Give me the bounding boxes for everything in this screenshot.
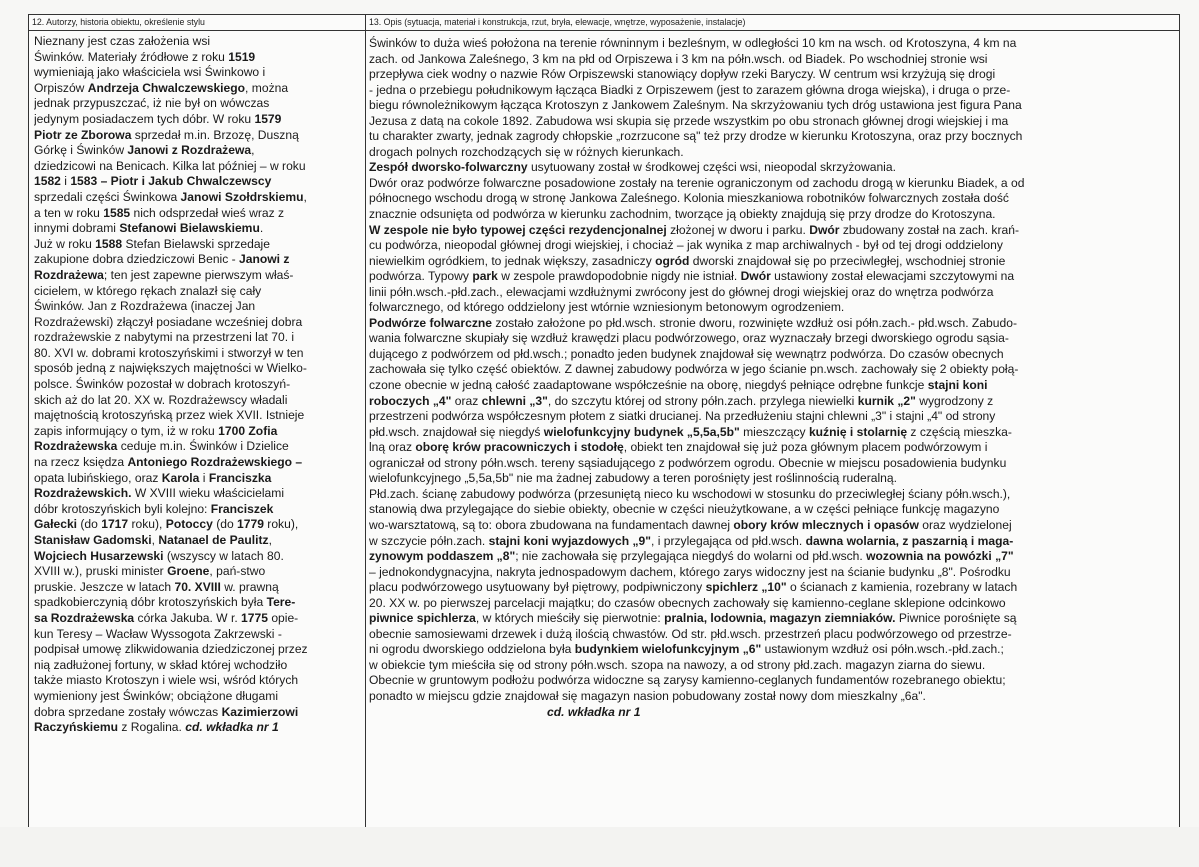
text-line: [34, 50, 363, 66]
text-line: [34, 315, 363, 331]
bold-text-segment: W zespole nie było typowej części rezydencjonalnej: [369, 222, 667, 237]
text-segment: innymi dobrami: [34, 221, 120, 236]
text-segment: usytuowany został w środkowej części wsi, nieopodal skrzyżowania.: [527, 160, 896, 175]
text-line: [34, 627, 363, 643]
bold-text-segment: Andrzeja Chwalczewskiego: [87, 80, 246, 95]
text-segment: dworski znajdował się po przeciwległej, wschodniej stronie: [689, 253, 1006, 268]
bold-text-segment: wozownia na powózki „7": [866, 549, 1014, 564]
history-column-header: 12. Autorzy, historia obiektu, określenie stylu: [29, 15, 365, 31]
text-segment: czone obecnie w jedną całość zaadaptowane współcześnie na oborę, niegdyś pełniące odrębne funkcje: [369, 378, 928, 393]
text-segment: W XVIII wieku właścicielami: [131, 486, 285, 501]
bold-text-segment: Rozdrażewskich.: [34, 486, 132, 501]
text-segment: tu charakter zwarty, jednak zagrody chłopskie „rozrzucone są" też przy drodze w kierunku Krotoszyna, oraz przy bocznych: [369, 129, 1023, 144]
text-line: [369, 145, 1173, 161]
text-line: [369, 471, 1173, 487]
text-line: [369, 129, 1173, 145]
bold-text-segment: 70. XVIII: [174, 579, 221, 594]
text-segment: Już w roku: [34, 236, 96, 251]
text-segment: folwarcznego, od którego oddzielony jest wtórnie wzniesionym betonowym ogrodzeniem.: [369, 300, 845, 315]
bold-text-segment: Rozdrażewa: [34, 267, 104, 282]
text-segment: wymieniają jako właściciela wsi Świnkowo i: [34, 65, 266, 80]
text-line: [34, 471, 363, 487]
text-segment: ,: [251, 143, 255, 158]
text-line: [34, 658, 363, 674]
text-line: [369, 238, 1173, 254]
text-segment: biegu równoleżnikowym łącząca Krotoszyn z Jankowem Zaleśnym. Na skrzyżowaniu tych dróg ustawiona jest figura Pana: [369, 98, 1022, 113]
text-segment: .: [259, 221, 264, 236]
description-text: [366, 31, 1179, 720]
bold-text-segment: oborę krów pracowniczych i stodołę: [415, 440, 624, 455]
bold-text-segment: Piotr ze Zborowa: [34, 127, 132, 142]
text-line: [34, 455, 363, 471]
text-line: [34, 190, 363, 206]
text-line: [34, 549, 363, 565]
text-segment: spadkobierczynią dóbr krotoszyńskich była: [34, 595, 267, 610]
text-segment: rozdrażewskie z nabytymi na przestrzeni lat 70. i: [34, 330, 295, 345]
text-segment: (wszyscy w latach 80.: [163, 548, 284, 563]
text-segment: ustawionym wzdłuż osi półn.wsch.-płd.zach.;: [761, 642, 1004, 657]
text-segment: przepływa ciek wodny o nazwie Rów Orpiszewski stanowiący dopływ rzeki Baryczy. W centrum wsi krzyżują się drogi: [369, 67, 996, 82]
text-line: [34, 408, 363, 424]
bold-text-segment: Kazimierzowi: [221, 704, 299, 719]
text-segment: XVIII w.), pruski minister: [34, 564, 168, 579]
text-line: [369, 98, 1173, 114]
text-segment: dującego z podwórzem od płd.wsch.; ponadto jeden budynek znajdował się wewnątrz podwórza. Do czasów obecnych: [369, 346, 1004, 361]
text-segment: – jednokondygnacyjna, nakryta jednospadowym dachem, którego zarys widoczny jest na ścianie budynku „8". Pośrodku: [369, 564, 1011, 579]
text-line: [34, 65, 363, 81]
bold-text-segment: Zespół dworsko-folwarczny: [369, 160, 528, 175]
text-line: [369, 689, 1173, 705]
form-sheet: [28, 14, 1180, 828]
text-segment: północnego wschodu drogą w stronę Jankowa Zaleśnego. Kolonia mieszkaniowa robotników folwarcznych została dość: [369, 191, 1009, 206]
bold-text-segment: Antoniego Rozdrażewskiego –: [127, 455, 303, 470]
text-segment: linii półn.wsch.-płd.zach., elewacjami wzdłużnymi zwrócony jest do głównej drogi wiejskiej oraz do wnętrza podwórza: [369, 284, 994, 299]
bold-text-segment: 1700 Zofia: [218, 423, 278, 438]
text-line: [34, 206, 363, 222]
text-segment: sprzedał m.in. Brzozę, Duszną: [131, 127, 299, 142]
text-segment: ponadto w miejscu gdzie znajdował się magazyn nasion pobudowany został nowy dom mieszkalny „6a".: [369, 688, 926, 703]
text-segment: ceduje m.in. Świnków i Dzielice: [117, 439, 289, 454]
bold-text-segment: piwnice spichlerza: [369, 611, 476, 626]
text-line: [34, 252, 363, 268]
text-segment: także miasto Krotoszyn i wiele wsi, wśród których: [34, 673, 299, 688]
bold-text-segment: 1519: [228, 49, 256, 64]
text-line: [369, 36, 1173, 52]
text-segment: podwórza. Typowy: [369, 269, 473, 284]
text-segment: cu podwórza, nieopodal głównej drogi wiejskiej, i chociaż – jak wynika z map archiwalnych - był od tej drogi oddzielony: [369, 238, 1003, 253]
text-line: [369, 52, 1173, 68]
text-segment: córka Jakuba. W r.: [134, 610, 242, 625]
text-line: [369, 440, 1173, 456]
text-segment: Jezusa z datą na cokole 1892. Zabudowa wsi skupia się przede wszystkim po obu stronach głównej drogi wiejskiej i ma: [369, 113, 1009, 128]
text-segment: 80. XVI w. dobrami krotoszyńskimi i stworzył w ten: [34, 345, 304, 360]
text-segment: ni ogrodu dworskiego oddzielona była: [369, 642, 575, 657]
text-segment: oraz wydzielonej: [918, 517, 1012, 532]
text-segment: - jedna o przebiegu południkowym łącząca Biadki z Orpiszewem (jest to zarazem główna droga wiejska), i druga o prze-: [369, 82, 1011, 97]
text-line: [369, 269, 1173, 285]
text-line: [34, 237, 363, 253]
bold-text-segment: Dwór: [740, 269, 771, 284]
text-segment: skich aż do lat 20. XX w. Rozdrażewscy władali: [34, 392, 288, 407]
text-segment: Górkę i Świnków: [34, 143, 128, 158]
text-segment: ,: [151, 533, 159, 547]
bold-text-segment: budynkiem wielofunkcyjnym „6": [574, 642, 762, 657]
text-line: [369, 673, 1173, 689]
text-line: [369, 331, 1173, 347]
text-line: [369, 425, 1173, 441]
bold-text-segment: 1717: [101, 517, 129, 532]
text-segment: w. prawną: [220, 579, 279, 594]
bold-text-segment: chlewni „3": [481, 393, 548, 408]
text-segment: Świnków. Materiały źródłowe z roku: [34, 49, 229, 64]
bold-text-segment: stajni koni: [927, 378, 988, 393]
bold-text-segment: kuźnię i stolarnię: [808, 424, 908, 439]
text-line: [34, 595, 363, 611]
bold-text-segment: Janowi Szołdrskiemu: [180, 189, 304, 204]
text-line: [34, 96, 363, 112]
text-segment: w obiekcie tym mieściła się od strony półn.wsch. szopa na nawozy, a od strony płd.zach. magazyn ziarna do siewu.: [369, 657, 986, 672]
text-line: [34, 377, 363, 393]
text-segment: płd.wsch. znajdował się niegdyś: [369, 424, 544, 439]
bold-text-segment: 1582: [34, 174, 61, 189]
text-line: [34, 486, 363, 502]
text-segment: , do szczytu której od strony półn.zach. przylega niewielki: [547, 393, 858, 408]
text-segment: ustawiony został elewacjami szczytowymi na: [770, 269, 1015, 284]
text-segment: mieszczący: [739, 424, 809, 439]
text-segment: złożonej w dworu i parku.: [666, 222, 810, 237]
text-line: [34, 502, 363, 518]
text-segment: jednak przypuszczać, iż nie był on wówczas: [34, 96, 270, 111]
bold-text-segment: 1779: [237, 517, 264, 532]
text-segment: dóbr krotoszyńskich byli kolejno:: [34, 501, 211, 516]
text-segment: Piwnice porośnięte są: [895, 611, 1017, 626]
text-line: [34, 128, 363, 144]
text-line: [369, 191, 1173, 207]
text-line: [369, 114, 1173, 130]
text-segment: Stefan Bielawski sprzedaje: [122, 236, 270, 251]
text-segment: Płd.zach. ścianę zabudowy podwórza (przesuniętą nieco ku wschodowi w stosunku do przeciwległej ściany półn.wsch.),: [369, 486, 1011, 501]
bold-text-segment: pralnia, lodownia, magazyn ziemniaków.: [664, 611, 896, 626]
text-line: [34, 611, 363, 627]
text-segment: ,: [268, 533, 272, 547]
bold-text-segment: spichlerz „10": [705, 580, 787, 595]
text-line: [369, 83, 1173, 99]
bold-text-segment: dawna wolarnia, z paszarnią i maga-: [805, 533, 1014, 548]
text-line: [369, 67, 1173, 83]
text-line: [34, 112, 363, 128]
bold-text-segment: stajni koni wyjazdowych „9": [488, 533, 651, 548]
text-line: [369, 580, 1173, 596]
text-segment: , i przylegająca od płd.wsch.: [650, 533, 806, 548]
bold-text-segment: Gałecki: [34, 517, 78, 532]
text-segment: zakupione dobra dziedziczowi Benic -: [34, 252, 240, 267]
text-line: [369, 160, 1173, 176]
text-segment: polsce. Świnków pozostał w dobrach krotoszyń-: [34, 377, 291, 392]
text-segment: lną oraz: [369, 440, 416, 455]
text-segment: a ten w roku: [34, 205, 104, 220]
text-segment: drogach polnych rozchodzących się w różnych kierunkach.: [369, 144, 684, 159]
bold-text-segment: Karola: [161, 470, 200, 485]
text-segment: znacznie odsunięta od podwórza w kierunku zachodnim, tworzące ją obiekty znajdują się przy drodze do Krotoszyna.: [369, 207, 996, 222]
text-segment: , w których mieściły się pierwotnie:: [475, 611, 665, 626]
text-segment: dobra sprzedane zostały wówczas: [34, 704, 222, 719]
text-segment: opata lubińskiego, oraz: [34, 470, 162, 485]
text-segment: kun Teresy – Wacław Wyssogota Zakrzewski -: [34, 626, 282, 641]
bold-text-segment: Podwórze folwarczne: [369, 315, 492, 330]
text-line: [34, 346, 363, 362]
text-segment: ,: [303, 189, 307, 204]
text-segment: zach. od Jankowa Zaleśnego, 3 km na płd od Orpiszewa i 3 km na półn.wsch. od Biadek. Po wschodniej stronie wsi: [369, 51, 988, 66]
text-line: [369, 394, 1173, 410]
text-segment: o ścianach z kamienia, rozebrany w latach: [786, 580, 1018, 595]
bold-text-segment: Janowi z: [239, 252, 290, 267]
bold-text-segment: Dwór: [809, 222, 840, 237]
text-line: [369, 611, 1173, 627]
text-line: [369, 627, 1173, 643]
bold-text-segment: 1775: [241, 610, 268, 625]
text-line: [369, 642, 1173, 658]
text-line: [34, 580, 363, 596]
text-line: [34, 330, 363, 346]
text-segment: majętnością krotoszyńską przez wiek XVII. Istnieje: [34, 408, 305, 423]
text-line: [369, 254, 1173, 270]
bold-text-segment: sa Rozdrażewska: [34, 610, 135, 625]
text-line: [369, 487, 1173, 503]
text-line: [369, 176, 1173, 192]
bold-text-segment: Tere-: [266, 595, 296, 610]
text-line: [369, 549, 1173, 565]
text-segment: z częścią mieszka-: [907, 424, 1012, 439]
bold-text-segment: Raczyńskiemu: [34, 720, 119, 735]
text-segment: stanowią dwa przylegające do siebie obiekty, obecnie w części nieużytkowane, a w części pełniące funkcję magazyno: [369, 502, 1000, 517]
text-segment: oraz: [451, 393, 482, 408]
text-segment: wymieniony jest Świnków; obciążone długami: [34, 688, 279, 703]
text-line: [369, 300, 1173, 316]
text-segment: roku),: [128, 517, 166, 532]
description-column: [366, 15, 1179, 827]
history-column: [29, 15, 366, 827]
bold-text-segment: Natanael de Paulitz: [158, 533, 269, 547]
text-segment: Orpiszów: [34, 80, 88, 95]
bold-text-segment: Franciszka: [208, 470, 272, 485]
text-segment: zbudowany został na zach. krań-: [839, 222, 1019, 237]
page-bottom-margin: [0, 827, 1199, 867]
text-segment: opie-: [267, 610, 299, 625]
text-segment: Rozdrażewski) złączył posiadane wcześniej dobra: [34, 314, 303, 329]
text-line: [34, 81, 363, 97]
text-line: [369, 409, 1173, 425]
text-segment: podpisał umowę zlikwidowania dziedziczonej przez: [34, 642, 308, 657]
text-segment: z Rogalina.: [118, 720, 186, 735]
text-segment: sposób jedną z największych majętności w Wielko-: [34, 361, 307, 376]
text-line: [369, 596, 1173, 612]
text-line: [34, 673, 363, 689]
bold-text-segment: 1585: [103, 205, 131, 220]
bold-text-segment: 1583 – Piotr i Jakub Chwalczewscy: [70, 174, 272, 189]
bold-text-segment: Groene: [167, 564, 210, 579]
text-line: [34, 268, 363, 284]
text-segment: roku),: [263, 517, 299, 532]
text-line: [34, 424, 363, 440]
text-line: [34, 221, 363, 237]
text-segment: przestrzeni podwórza współczesnym płotem z siatki drucianej. Na przedłużeniu stajni chlewni „3" i stajni „4" od strony: [369, 409, 996, 424]
text-segment: wo-warsztatową, są to: obora zbudowana na fundamentach dawnej: [369, 517, 734, 532]
text-line: [369, 316, 1173, 332]
text-segment: (do: [77, 517, 102, 532]
bold-text-segment: kurnik „2": [857, 393, 916, 408]
text-line: [369, 347, 1173, 363]
text-line: [369, 362, 1173, 378]
text-line: [34, 705, 363, 721]
text-segment: ; nie zachowała się przylegająca niegdyś do wolarni od płd.wsch.: [515, 549, 867, 564]
text-line: [369, 285, 1173, 301]
text-line: [34, 689, 363, 705]
text-segment: Dwór oraz podwórze folwarczne posadowione zostały na terenie ograniczonym od zachodu drogą w kierunku Biadek, a od: [369, 175, 1025, 190]
text-line: [34, 393, 363, 409]
text-segment: w szczycie półn.zach.: [369, 533, 489, 548]
continuation-note: cd. wkładka nr 1: [185, 720, 279, 735]
bold-text-segment: park: [472, 269, 498, 284]
description-column-header: 13. Opis (sytuacja, materiał i konstrukcja, rzut, bryła, elewacje, wnętrze, wyposażenie, instalacje): [366, 15, 1179, 31]
text-segment: na rzecz księdza: [34, 455, 128, 470]
text-line: [34, 34, 363, 50]
text-line: [34, 284, 363, 300]
text-segment: i: [60, 174, 71, 189]
text-segment: Obecnie w gruntowym podłożu podwórza widoczne są zarysy kamienno-ceglanych fundamentów rozebranego obiektu;: [369, 673, 1006, 688]
text-line: [34, 533, 363, 549]
bold-text-segment: 1588: [95, 236, 123, 251]
text-line: [369, 534, 1173, 550]
text-line: [369, 705, 1173, 721]
text-line: [369, 223, 1173, 239]
bold-text-segment: zynowym poddaszem „8": [369, 549, 516, 564]
text-line: [369, 456, 1173, 472]
bold-text-segment: obory krów mlecznych i opasów: [733, 517, 919, 532]
text-segment: (do: [212, 517, 238, 532]
text-segment: , można: [245, 80, 289, 95]
text-segment: w zespole prawdopodobnie nigdy nie istniał.: [497, 269, 741, 284]
text-segment: Nieznany jest czas założenia wsi: [34, 34, 211, 48]
history-text: [29, 31, 365, 736]
text-segment: dziedzicowi na Benicach. Kilka lat później – w roku: [34, 158, 306, 173]
text-line: [369, 565, 1173, 581]
text-line: [369, 502, 1173, 518]
text-line: [34, 143, 363, 159]
text-line: [369, 207, 1173, 223]
bold-text-segment: Wojciech Husarzewski: [34, 548, 164, 563]
text-segment: pruskie. Jeszcze w latach: [34, 579, 175, 594]
text-segment: 20. XX w. po pierwszej parcelacji majątku; do czasów obecnych zachowały się kamienno-ceglane sklepione odcinkowo: [369, 595, 1006, 610]
text-segment: nią zadłużonej fortuny, w skład której wchodziło: [34, 657, 288, 672]
bold-text-segment: Rozdrażewska: [34, 439, 118, 454]
text-line: [34, 299, 363, 315]
bold-text-segment: Janowi z Rozdrażewa: [127, 143, 252, 158]
text-line: [34, 720, 363, 736]
bold-text-segment: wielofunkcyjny budynek „5,5a,5b": [543, 424, 740, 439]
text-segment: zapis informujący o tym, iż w roku: [34, 423, 219, 438]
text-segment: cicielem, w którego rękach znalazł się cały: [34, 283, 262, 298]
text-segment: ograniczał od strony półn.wsch. tereny sąsiadującego z podwórzem ogrodu. Obecnie w miejscu posadowienia budynku: [369, 455, 1007, 470]
bold-text-segment: 1579: [254, 111, 282, 126]
text-line: [369, 378, 1173, 394]
bold-text-segment: Potoccy: [165, 517, 213, 532]
bold-text-segment: roboczych „4": [369, 393, 452, 408]
text-segment: zachowała się tylko część obiektów. Z dawnej zabudowy podwórza w jego ścianie pn.wsch. zachowały się 2 obiekty połą-: [369, 362, 1019, 377]
text-line: [34, 517, 363, 533]
text-line: [369, 518, 1173, 534]
continuation-note: cd. wkładka nr 1: [547, 704, 641, 719]
text-segment: Świnków. Jan z Rozdrażewa (inaczej Jan: [34, 299, 256, 314]
text-segment: jedynym posiadaczem tych dóbr. W roku: [34, 111, 255, 126]
bold-text-segment: Franciszek: [210, 501, 274, 516]
text-segment: niewielkim ogródkiem, to jednak większy, zasadniczy: [369, 253, 656, 268]
text-line: [34, 564, 363, 580]
text-segment: , pań-stwo: [209, 564, 266, 579]
text-line: [369, 658, 1173, 674]
bold-text-segment: ogród: [655, 253, 690, 268]
text-line: [34, 159, 363, 175]
text-line: [34, 174, 363, 190]
text-segment: nich odsprzedał wieś wraz z: [130, 205, 285, 220]
text-line: [34, 439, 363, 455]
text-segment: placu podwórzowego usytuowany był piętrowy, podpiwniczony: [369, 580, 706, 595]
bold-text-segment: Stefanowi Bielawskiemu: [119, 221, 260, 236]
text-line: [34, 642, 363, 658]
text-segment: wania folwarczne skupiały się wzdłuż krawędzi placu podwórzowego, oraz wyznaczały brzegi dworskiego ogrodu sąsia-: [369, 331, 1009, 346]
text-segment: i: [199, 470, 209, 485]
text-segment: zostało założone po płd.wsch. stronie dworu, rozwinięte wzdłuż osi półn.zach.- płd.wsch. Zabudo-: [491, 315, 1017, 330]
text-segment: ; ten jest zapewne pierwszym właś-: [103, 267, 294, 282]
text-segment: wygrodzony z: [915, 393, 994, 408]
text-line: [34, 361, 363, 377]
text-segment: , obiekt ten znajdował się już poza głównym placem podwórzowym i: [623, 440, 988, 455]
text-segment: Świnków to duża wieś położona na terenie równinnym i bezleśnym, w odległości 10 km na wsch. od Krotoszyna, 4 km na: [369, 36, 1017, 50]
text-segment: wielofunkcyjnego „5,5a,5b" nie ma żadnej zabudowy a teren porośnięty jest roślinnością ruderalną.: [369, 471, 897, 486]
text-segment: obecnie samosiewami drzewek i dużą ilością chwastów. Od str. płd.wsch. przestrzeń placu podwórzowego od przestrze-: [369, 626, 1012, 641]
text-segment: sprzedali części Świnkowa: [34, 189, 181, 204]
bold-text-segment: Stanisław Gadomski: [34, 533, 152, 547]
